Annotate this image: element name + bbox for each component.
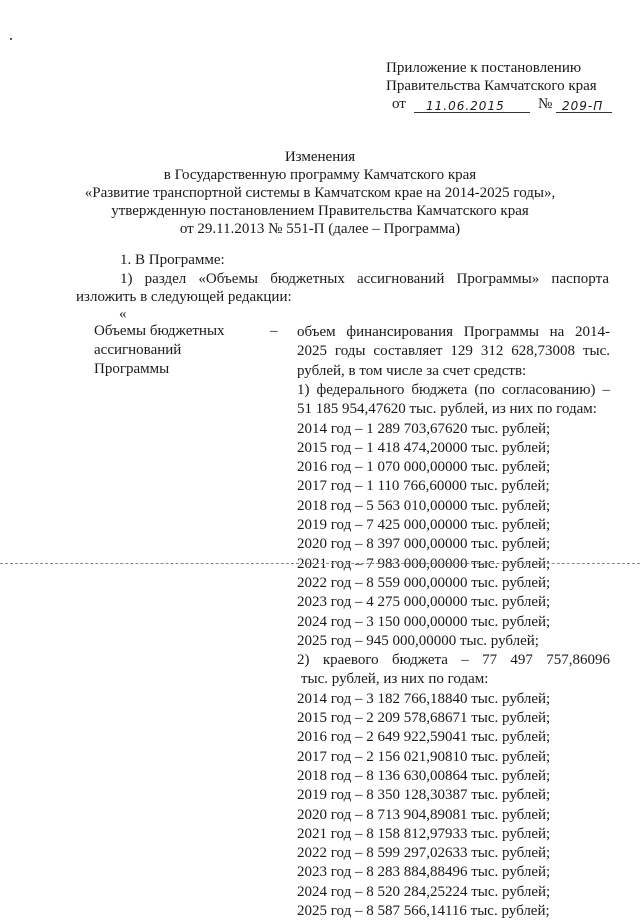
budget-line: 2023 год – 8 283 884,88496 тыс. рублей; bbox=[297, 864, 551, 881]
label-line-2: ассигнований bbox=[94, 342, 182, 358]
budget-line: 2014 год – 3 182 766,18840 тыс. рублей; bbox=[297, 690, 551, 707]
budget-line: 2021 год – 8 158 812,97933 тыс. рублей; bbox=[297, 825, 551, 842]
budget-line: 2014 год – 1 289 703,67620 тыс. рублей; bbox=[297, 420, 551, 437]
header-number: 209-П bbox=[562, 99, 604, 113]
budget-line: рублей, в том числе за счет средств: bbox=[297, 362, 527, 379]
budget-line: 2022 год – 8 599 297,02633 тыс. рублей; bbox=[297, 845, 551, 862]
header-line-1: Приложение к постановлению bbox=[386, 60, 582, 76]
open-quote: « bbox=[119, 306, 127, 322]
label-line-3: Программы bbox=[94, 361, 170, 377]
budget-line: 2016 год – 2 649 922,59041 тыс. рублей; bbox=[297, 729, 551, 746]
budget-line: 2025 год – 8 587 566,14116 тыс. рублей; bbox=[297, 903, 550, 919]
budget-line: тыс. рублей, из них по годам: bbox=[301, 671, 489, 688]
header-from-label: от bbox=[392, 96, 406, 112]
title-line-2: в Государственную программу Камчатского края bbox=[163, 167, 477, 183]
budget-line: 2022 год – 8 559 000,00000 тыс. рублей; bbox=[297, 574, 551, 591]
budget-line: 2024 год – 8 520 284,25224 тыс. рублей; bbox=[297, 883, 551, 900]
budget-line: 2015 год – 2 209 578,68671 тыс. рублей; bbox=[297, 710, 551, 726]
budget-line: 2025 год – 945 000,00000 тыс. рублей; bbox=[297, 632, 539, 649]
header-date: 11.06.2015 bbox=[426, 99, 505, 113]
document-title: Изменения bbox=[284, 149, 356, 165]
budget-line: 2019 год – 7 425 000,00000 тыс. рублей; bbox=[297, 517, 551, 533]
budget-line: 2023 год – 4 275 000,00000 тыс. рублей; bbox=[297, 594, 551, 611]
budget-line: 51 185 954,47620 тыс. рублей, из них по годам: bbox=[297, 401, 597, 418]
paragraph-2-line-2: изложить в следующей редакции: bbox=[76, 289, 292, 305]
budget-line: 2020 год – 8 397 000,00000 тыс. рублей; bbox=[297, 536, 551, 553]
budget-line: 2021 год – 7 983 000,00000 тыс. рублей; bbox=[297, 555, 551, 572]
budget-line: 2016 год – 1 070 000,00000 тыс. рублей; bbox=[297, 459, 551, 476]
budget-line: 2019 год – 8 350 128,30387 тыс. рублей; bbox=[297, 787, 551, 804]
budget-line: 2) краевого бюджета – 77 497 757,86096 bbox=[297, 652, 610, 669]
header-line-2: Правительства Камчатского края bbox=[386, 78, 597, 94]
budget-line: 2017 год – 1 110 766,60000 тыс. рублей; bbox=[297, 478, 550, 495]
budget-line: объем финансирования Программы на 2014- bbox=[297, 324, 610, 340]
label-line-1: Объемы бюджетных bbox=[94, 323, 225, 339]
budget-line: 2020 год – 8 713 904,89081 тыс. рублей; bbox=[297, 806, 551, 823]
budget-line: 2015 год – 1 418 474,20000 тыс. рублей; bbox=[297, 439, 551, 456]
budget-line: 2025 годы составляет 129 312 628,73008 тыс. bbox=[297, 343, 610, 360]
title-line-5: от 29.11.2013 № 551-П (далее – Программа) bbox=[179, 221, 461, 237]
paragraph-2-line-1: 1) раздел «Объемы бюджетных ассигнований Программы» паспорта bbox=[120, 271, 609, 287]
label-dash: – bbox=[270, 323, 278, 339]
scan-fold-line bbox=[0, 563, 640, 564]
budget-line: 1) федерального бюджета (по согласованию) – bbox=[297, 381, 610, 398]
budget-line: 2017 год – 2 156 021,90810 тыс. рублей; bbox=[297, 748, 551, 765]
budget-line: 2018 год – 8 136 630,00864 тыс. рублей; bbox=[297, 767, 551, 784]
budget-line: 2024 год – 3 150 000,00000 тыс. рублей; bbox=[297, 613, 551, 630]
paragraph-1: 1. В Программе: bbox=[120, 252, 225, 268]
scan-speck bbox=[10, 38, 12, 40]
budget-line: 2018 год – 5 563 010,00000 тыс. рублей; bbox=[297, 497, 551, 514]
title-line-3: «Развитие транспортной системы в Камчатском крае на 2014-2025 годы», bbox=[84, 185, 556, 201]
title-line-4: утвержденную постановлением Правительства Камчатского края bbox=[111, 203, 529, 219]
header-number-sign: № bbox=[538, 96, 553, 112]
